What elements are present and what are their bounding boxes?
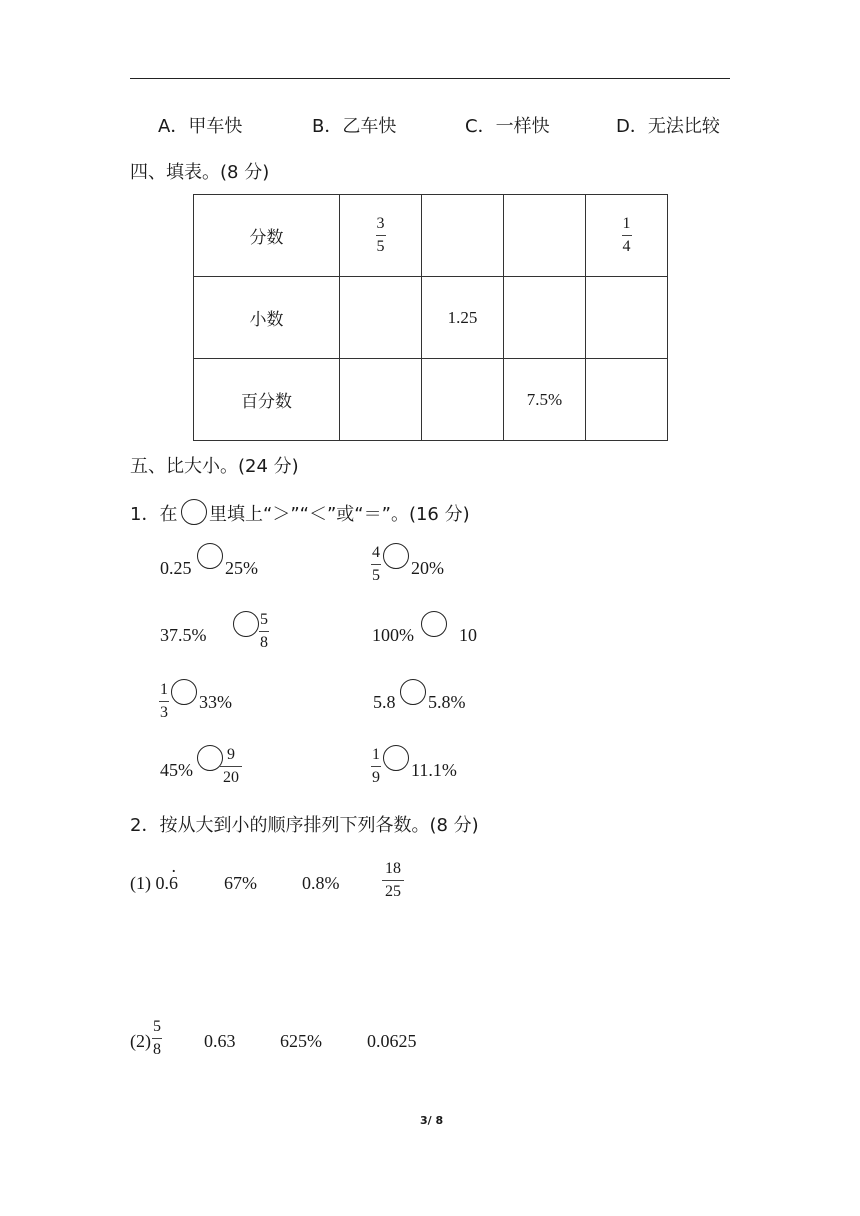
repeating-decimal-digit: 6 ·	[169, 873, 178, 893]
table-cell	[340, 359, 422, 441]
table-cell	[422, 195, 504, 277]
q2-title: 2．按从大到小的顺序排列下列各数。(8 分)	[130, 815, 479, 836]
q2-part2-label: (2)	[130, 1031, 151, 1051]
row-label-percent: 百分数	[194, 359, 340, 441]
item4-right: 10	[459, 625, 477, 645]
q2-part2-value: 625%	[280, 1031, 322, 1051]
fraction: $\frac{1}{3}$	[160, 681, 168, 721]
item4-left: 100%	[372, 625, 414, 645]
item6-right: 5.8%	[428, 692, 466, 712]
q2-part1-value: 0.8%	[302, 873, 340, 893]
fraction: $\frac{1}{4}$	[622, 215, 631, 255]
section4-title: 四、填表。(8 分)	[130, 162, 270, 183]
item1-right: 25%	[225, 558, 258, 578]
q2-part2-fraction	[152, 1018, 162, 1059]
fraction: $\frac{9}{20}$	[220, 746, 242, 787]
answer-circle-8[interactable]	[383, 745, 409, 771]
item7-right	[220, 746, 242, 787]
row-label-fraction: 分数	[194, 195, 340, 277]
page-number: 3/ 8	[420, 1114, 444, 1127]
fraction: $\frac{4}{5}$	[372, 544, 380, 584]
item6-left: 5.8	[373, 692, 396, 712]
item7-left: 45%	[160, 760, 193, 780]
table-row	[194, 195, 668, 277]
item2-left	[371, 544, 381, 585]
table-row	[194, 359, 668, 441]
table-cell	[340, 195, 422, 277]
option-c: C．一样快	[465, 116, 550, 137]
q2-part1-label: (1) 0.6 ·	[130, 872, 178, 894]
item8-left	[371, 746, 381, 787]
item2-right: 20%	[411, 558, 444, 578]
fraction: $\frac{5}{8}$	[153, 1018, 161, 1058]
q2-part2-value: 0.63	[204, 1031, 236, 1051]
table-cell	[504, 277, 586, 359]
item5-right: 33%	[199, 692, 232, 712]
option-d: D．无法比较	[616, 116, 720, 137]
table-cell: 7.5%	[504, 359, 586, 441]
table-cell	[422, 359, 504, 441]
fill-table	[193, 194, 668, 441]
answer-circle-2[interactable]	[383, 543, 409, 569]
q2-part2-value: 0.0625	[367, 1031, 417, 1051]
fraction: $\frac{3}{5}$	[376, 215, 385, 255]
table-cell	[340, 277, 422, 359]
table-cell	[586, 359, 668, 441]
table-cell	[586, 277, 668, 359]
fraction: $\frac{5}{8}$	[260, 611, 268, 651]
table-cell	[586, 195, 668, 277]
answer-circle-sample	[181, 499, 207, 525]
q1-suffix: 里填上“＞”“＜”或“＝”。(16 分)	[209, 504, 470, 525]
table-cell	[504, 195, 586, 277]
option-a: A．甲车快	[158, 116, 243, 137]
answer-circle-1[interactable]	[197, 543, 223, 569]
header-rule	[130, 78, 730, 79]
fraction: $\frac{18}{25}$	[382, 860, 404, 901]
table-row	[194, 277, 668, 359]
answer-circle-4[interactable]	[421, 611, 447, 637]
q1-prefix: 1．在	[130, 504, 178, 525]
item1-left: 0.25	[160, 558, 192, 578]
answer-circle-5[interactable]	[171, 679, 197, 705]
option-b: B．乙车快	[312, 116, 397, 137]
item3-right	[259, 611, 269, 652]
q2-part1-value: 67%	[224, 873, 257, 893]
answer-circle-3[interactable]	[233, 611, 259, 637]
item8-right: 11.1%	[411, 760, 457, 780]
table-cell: 1.25	[422, 277, 504, 359]
answer-circle-6[interactable]	[400, 679, 426, 705]
item5-left	[159, 681, 169, 722]
row-label-decimal: 小数	[194, 277, 340, 359]
q2-part1-fraction	[382, 860, 404, 901]
fraction: $\frac{1}{9}$	[372, 746, 380, 786]
item3-left: 37.5%	[160, 625, 207, 645]
section5-title: 五、比大小。(24 分)	[130, 456, 299, 477]
